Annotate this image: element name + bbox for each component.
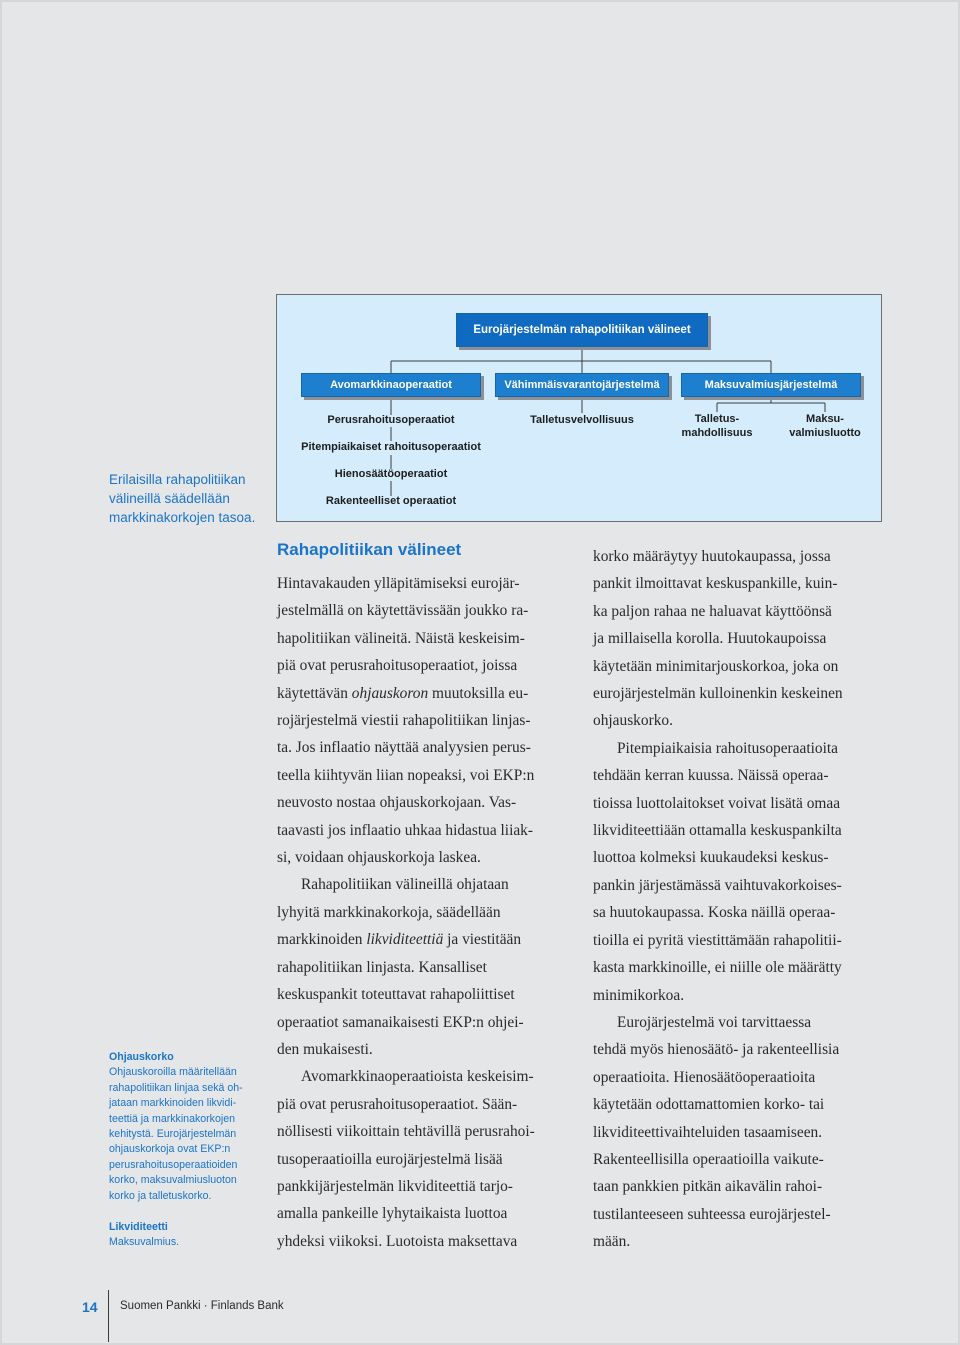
article-line: luottoa kolmeksi kuukaudeksi keskus- — [593, 849, 829, 867]
article-line: tioissa luottolaitokset voivat lisätä omaa — [593, 794, 841, 812]
page-number: 14 — [82, 1299, 98, 1315]
article-line: tioilla ei pyritä viestittämään rahapolitii- — [593, 931, 842, 949]
glossary-ohjauskorko — [109, 1050, 259, 1204]
article-line: Avomarkkinaoperaatioista keskeisim- — [301, 1068, 534, 1086]
glossary-line: Maksuvalmius. — [109, 1236, 180, 1249]
article-line: tusoperaatioilla eurojärjestelmä lisää — [277, 1150, 503, 1168]
article-line: likviditeettivaihteluiden tasaamiseen. — [593, 1123, 823, 1141]
article-line: sa huutokaupassa. Koska näillä operaa- — [593, 904, 836, 922]
article-line: Rakenteellisilla operaatioilla vaikute- — [593, 1150, 824, 1168]
article-line: si, voidaan ohjauskorkoja laskea. — [277, 849, 481, 867]
article-line: hapolitiikan välineitä. Näistä keskeisim- — [277, 629, 525, 647]
glossary-term: Likviditeetti — [109, 1221, 168, 1233]
footer-publisher: Suomen Pankki · Finlands Bank — [120, 1300, 284, 1312]
article-line: piä ovat perusrahoitusoperaatiot, joissa — [277, 657, 518, 675]
article-line: operaatiot samanaikaisesti EKP:n ohjei- — [277, 1013, 524, 1031]
article-line: amalla pankeille lyhytaikaista luottoa — [277, 1205, 508, 1223]
article-line: eurojärjestelmän kulloinenkin keskeinen — [593, 685, 843, 703]
article-line: käytettävän ohjauskoron muutoksilla eu- — [277, 684, 529, 702]
article-line: Pitempiaikaisia rahoitusoperaatioita — [617, 739, 838, 757]
article-line: rojärjestelmä viestii rahapolitiikan linjas- — [277, 712, 531, 730]
article-line: ohjauskorko. — [593, 712, 673, 730]
article-line: pankin järjestämässä vaihtuvakorkoises- — [593, 876, 842, 894]
article-line: taan pankkien pitkän aikavälin rahoi- — [593, 1178, 823, 1196]
diagram-label-fine-tuning: Hienosäätöoperaatiot — [334, 468, 448, 480]
footer-divider — [108, 1290, 109, 1342]
article-line: keskuspankit toteuttavat rahapoliittiset — [277, 986, 515, 1004]
glossary-line: ohjauskorkoja ovat EKP:n — [109, 1143, 231, 1156]
article-column-1 — [277, 570, 577, 1255]
article-line: käytetään odottamattomien korko- tai — [593, 1096, 825, 1114]
article-line: den mukaisesti. — [277, 1040, 373, 1058]
article-line: pankkijärjestelmän likviditeettiä tarjo- — [277, 1177, 513, 1195]
diagram-label-mro: Perusrahoitusoperaatiot — [327, 414, 455, 426]
article-line: operaatioita. Hienosäätöoperaatioita — [593, 1068, 816, 1086]
instruments-diagram — [276, 294, 882, 522]
diagram-root-box: Eurojärjestelmän rahapolitiikan välineet — [456, 313, 708, 347]
article-line: lyhyitä markkinakorkoja, säädellään — [277, 903, 501, 921]
article-line: ta. Jos inflaatio näyttää analyysien perus- — [277, 739, 531, 757]
article-line: tehdään kerran kuussa. Näissä operaa- — [593, 767, 829, 785]
diagram-box-open-market: Avomarkkinaoperaatiot — [301, 373, 481, 397]
diagram-label-deposit-facility: Talletus- mahdollisuus — [681, 413, 753, 439]
article-line: teella kiihtyvän liian nopeaksi, voi EKP:n — [277, 766, 535, 784]
glossary-line: jataan markkinoiden likvidi- — [109, 1097, 237, 1110]
article-line: mään. — [593, 1233, 631, 1251]
article-line: Hintavakauden ylläpitämiseksi eurojär- — [277, 575, 520, 592]
article-line: minimikorkoa. — [593, 986, 685, 1004]
article-line: rahapolitiikan linjasta. Kansalliset — [277, 958, 487, 976]
article-line: ja millaisella korolla. Huutokaupoissa — [593, 630, 827, 648]
article-line: taavasti jos inflaatio uhkaa hidastua liiak- — [277, 821, 534, 839]
article-line: käytetään minimitarjouskorkoa, joka on — [593, 657, 839, 675]
article-line: jestelmällä on käytettävissään joukko ra- — [277, 602, 529, 620]
article-line: korko määräytyy huutokaupassa, jossa — [593, 548, 831, 565]
diagram-label-reserve-requirement: Talletusvelvollisuus — [530, 414, 634, 426]
glossary-line: korko, maksuvalmiusluoton — [109, 1174, 237, 1187]
article-line: tehdä myös hienosäätö- ja rakenteellisia — [593, 1041, 840, 1059]
glossary-definition — [109, 1235, 259, 1250]
article-line: Rahapolitiikan välineillä ohjataan — [301, 876, 509, 894]
glossary-term: Ohjauskorko — [109, 1051, 174, 1063]
article-line: nöllisesti viikoittain tehtävillä perusrahoi- — [277, 1123, 535, 1141]
glossary-definition — [109, 1065, 259, 1204]
article-line: kasta markkinoille, ei niille ole määrätty — [593, 959, 842, 977]
article-line: pankit ilmoittavat keskuspankille, kuin- — [593, 575, 838, 593]
glossary-line: perusrahoitusoperaatioiden — [109, 1158, 238, 1171]
glossary-line: Ohjauskoroilla määritellään — [109, 1066, 237, 1079]
glossary-likviditeetti — [109, 1220, 259, 1251]
article-heading: Rahapolitiikan välineet — [277, 540, 462, 559]
side-note: Erilaisilla rahapolitiikan välineillä säädellään markkinakorkojen tasoa. — [109, 472, 256, 525]
article-line: neuvosto nostaa ohjauskorkojaan. Vas- — [277, 794, 517, 812]
diagram-label-ltro: Pitempiaikaiset rahoitusoperaatiot — [301, 441, 481, 453]
glossary-line: korko ja talletuskorko. — [109, 1189, 212, 1202]
diagram-box-standing-facilities: Maksuvalmiusjärjestelmä — [681, 373, 861, 397]
article-line: tustilanteeseen suhteessa eurojärjestel- — [593, 1205, 831, 1223]
article-column-2 — [593, 543, 893, 1256]
article-line: markkinoiden likviditeettiä ja viestitään — [277, 931, 522, 949]
glossary-term-italic: likviditeettiä — [366, 931, 444, 949]
diagram-label-structural: Rakenteelliset operaatiot — [325, 495, 457, 507]
glossary-line: kehitystä. Eurojärjestelmän — [109, 1128, 237, 1141]
diagram-label-lending-facility: Maksu- valmiusluotto — [789, 413, 861, 439]
article-line: likviditeettiään ottamalla keskuspankilta — [593, 822, 842, 840]
glossary-term-italic: ohjauskoron — [351, 684, 429, 702]
article-line: piä ovat perusrahoitusoperaatiot. Sään- — [277, 1095, 518, 1113]
article-line: Eurojärjestelmä voi tarvittaessa — [617, 1013, 812, 1031]
article-line: ka paljon rahaa ne haluavat käyttöönsä — [593, 602, 832, 620]
article-line: yhdeksi viikoksi. Luotoista maksettava — [277, 1232, 518, 1250]
diagram-box-reserves: Vähimmäisvarantojärjestelmä — [495, 373, 669, 397]
glossary-line: rahapolitiikan linjaa sekä oh- — [109, 1081, 243, 1094]
glossary-line: teettiä ja markkinakorkojen — [109, 1112, 236, 1125]
